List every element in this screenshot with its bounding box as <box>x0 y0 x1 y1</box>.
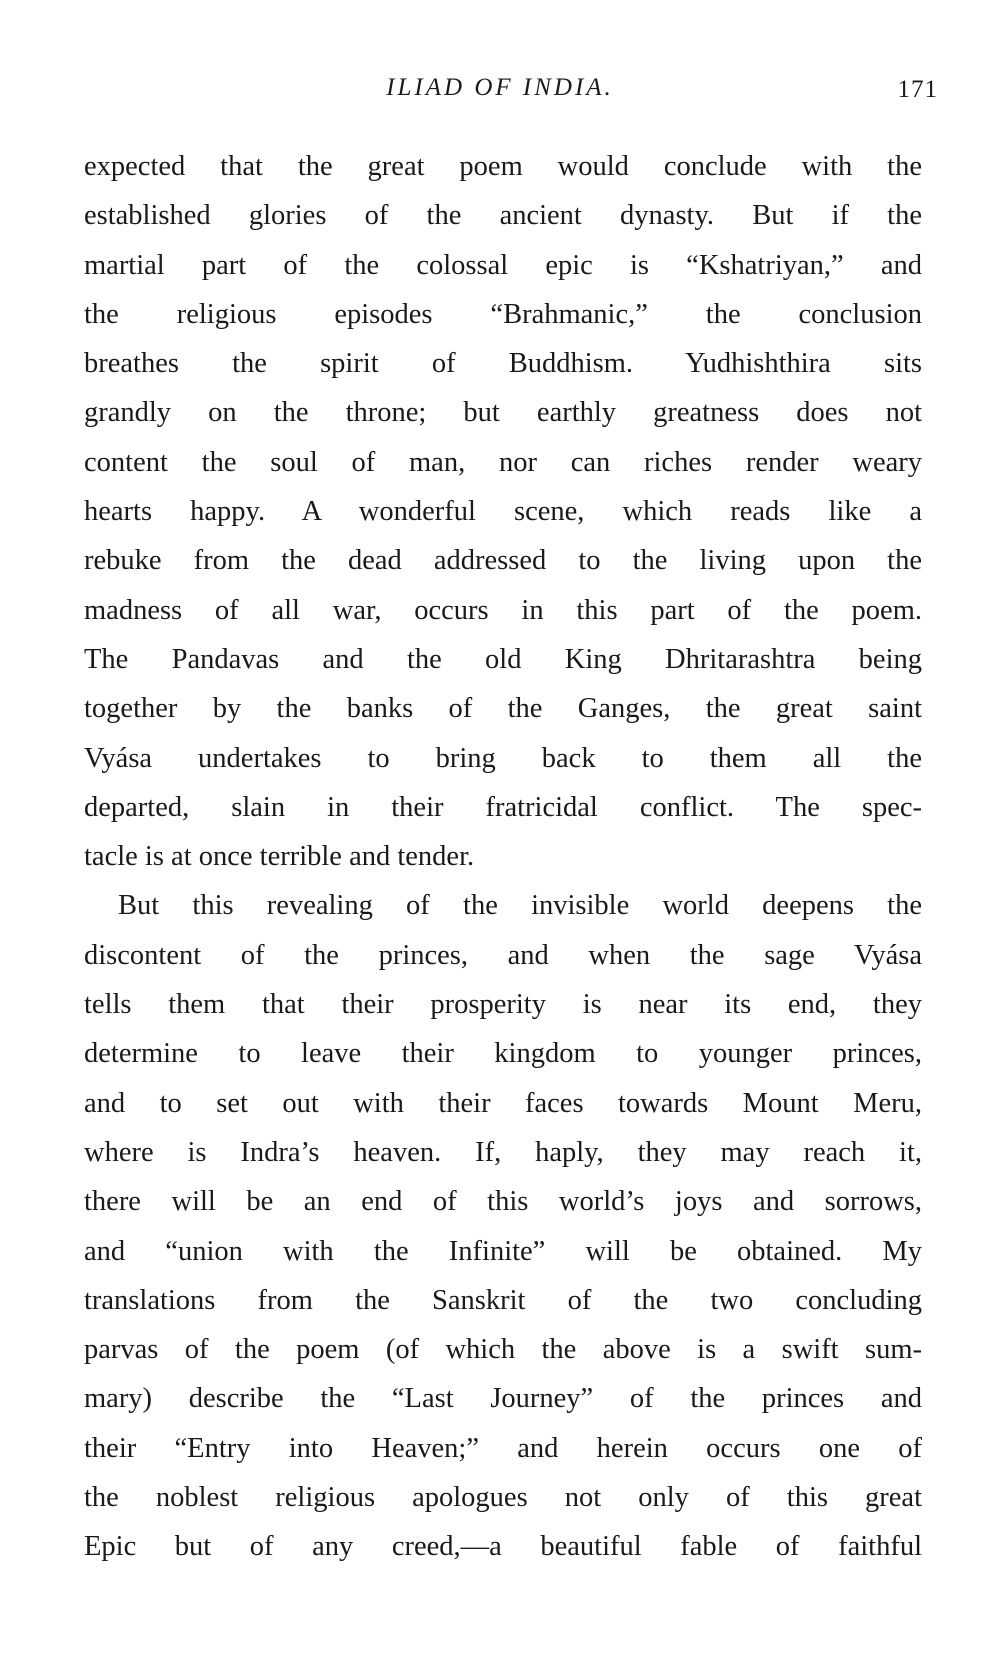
text-line: tells them that their prosperity is near its end, they <box>84 989 922 1021</box>
text-line: where is Indra’s heaven. If, haply, they may reach it, <box>84 1136 922 1168</box>
text-line: translations from the Sanskrit of the two concluding <box>84 1284 922 1316</box>
text-line: together by the banks of the Ganges, the great saint <box>84 693 922 725</box>
text-line: the noblest religious apologues not only of this great <box>84 1482 922 1514</box>
text-line: the religious episodes “Brahmanic,” the conclusion <box>84 298 922 330</box>
text-line: departed, slain in their fratricidal conflict. The spec- <box>84 791 922 823</box>
text-line: and “union with the Infinite” will be obtained. My <box>84 1235 922 1267</box>
text-line: expected that the great poem would conclude with the <box>84 151 922 182</box>
text-line: discontent of the princes, and when the sage Vyása <box>84 939 922 971</box>
text-line: determine to leave their kingdom to younger princes, <box>84 1038 922 1070</box>
running-title: ILIAD OF INDIA. <box>386 74 614 101</box>
text-line: established glories of the ancient dynasty. But if the <box>84 200 922 232</box>
text-line: Vyása undertakes to bring back to them all the <box>84 742 922 774</box>
paragraph-2 <box>84 881 922 1571</box>
text-line: parvas of the poem (of which the above is a swift sum- <box>84 1334 922 1366</box>
text-line: The Pandavas and the old King Dhritarashtra being <box>84 643 922 675</box>
text-line: content the soul of man, nor can riches render weary <box>84 446 922 478</box>
running-head <box>0 74 1000 114</box>
text-line: grandly on the throne; but earthly greatness does not <box>84 397 922 429</box>
text-line: their “Entry into Heaven;” and herein occurs one of <box>84 1432 922 1464</box>
text-line: rebuke from the dead addressed to the living upon the <box>84 545 922 577</box>
text-line: and to set out with their faces towards Mount Meru, <box>84 1087 922 1119</box>
text-line: mary) describe the “Last Journey” of the princes and <box>84 1383 922 1415</box>
paragraph-1 <box>84 142 922 881</box>
text-line: there will be an end of this world’s joys and sorrows, <box>84 1186 922 1218</box>
text-line: breathes the spirit of Buddhism. Yudhishthira sits <box>84 348 922 380</box>
text-line: But this revealing of the invisible world deepens the <box>118 890 922 922</box>
page-number: 171 <box>897 76 938 103</box>
text-line: Epic but of any creed,—a beautiful fable of faithful <box>84 1531 922 1563</box>
text-line: madness of all war, occurs in this part of the poem. <box>84 594 922 626</box>
text-line: tacle is at once terrible and tender. <box>84 841 475 873</box>
text-line: martial part of the colossal epic is “Kshatriyan,” and <box>84 249 922 281</box>
text-line: hearts happy. A wonderful scene, which reads like a <box>84 496 922 528</box>
body-text <box>84 142 922 1572</box>
